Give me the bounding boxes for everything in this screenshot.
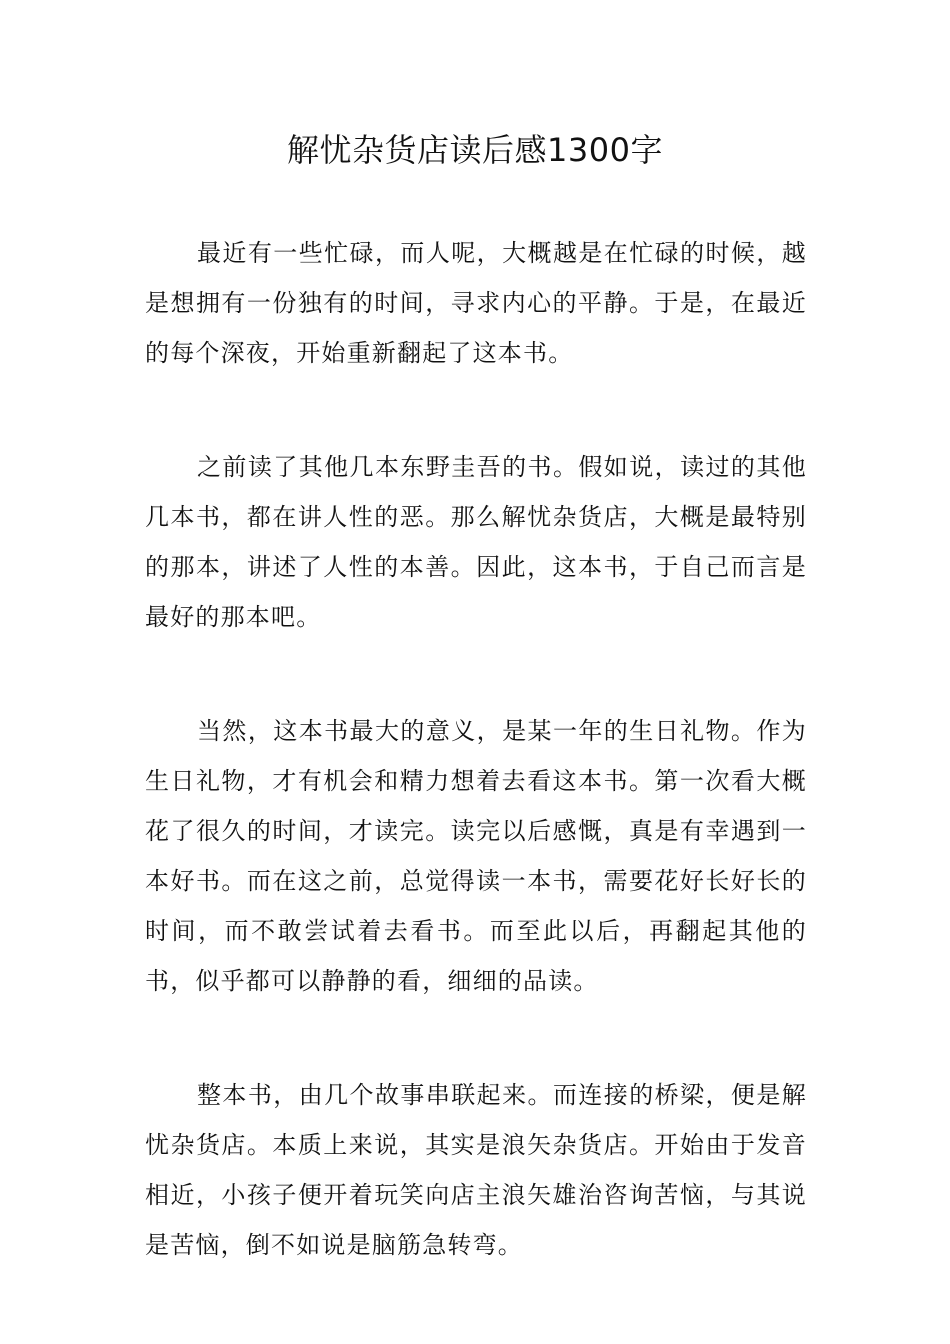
document-body [145,228,807,1270]
paragraph: 当然，这本书最大的意义，是某一年的生日礼物。作为生日礼物，才有机会和精力想着去看这本书。第一次看大概花了很久的时间，才读完。读完以后感慨，真是有幸遇到一本好书。而在这之前，总觉得读一本书，需要花好长好长的时间，而不敢尝试着去看书。而至此以后，再翻起其他的书，似乎都可以静静的看，细细的品读。 [145,717,807,995]
paragraph: 最近有一些忙碌，而人呢，大概越是在忙碌的时候，越是想拥有一份独有的时间，寻求内心的平静。于是，在最近的每个深夜，开始重新翻起了这本书。 [145,239,807,367]
paragraph: 之前读了其他几本东野圭吾的书。假如说，读过的其他几本书，都在讲人性的恶。那么解忧杂货店，大概是最特别的那本，讲述了人性的本善。因此，这本书，于自己而言是最好的那本吧。 [145,453,807,631]
paragraph: 整本书，由几个故事串联起来。而连接的桥梁，便是解忧杂货店。本质上来说，其实是浪矢杂货店。开始由于发音相近，小孩子便开着玩笑向店主浪矢雄治咨询苦恼，与其说是苦恼，倒不如说是脑筋急转弯。 [145,1081,807,1259]
document-title: 解忧杂货店读后感1300字 [287,131,663,169]
